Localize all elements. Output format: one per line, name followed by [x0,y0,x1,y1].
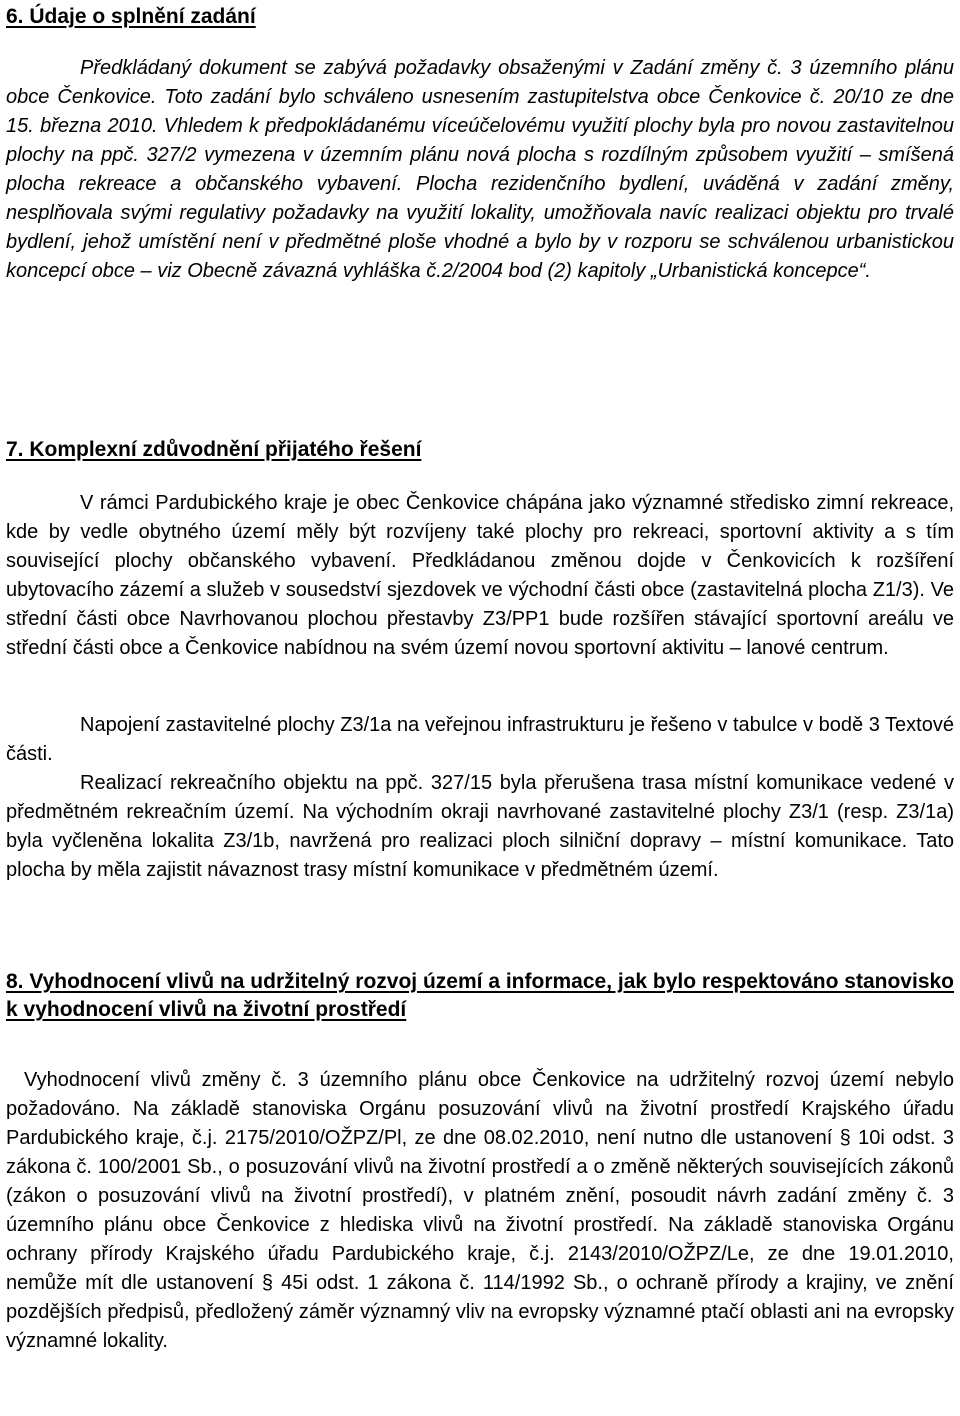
section-7-heading: 7. Komplexní zdůvodnění přijatého řešení [6,438,422,461]
section-7-paragraph-2: Napojení zastavitelné plochy Z3/1a na veřejnou infrastrukturu je řešeno v tabulce v bodě 3 Textové části. [6,714,954,765]
section-7-paragraph-3: Realizací rekreačního objektu na ppč. 327/15 byla přerušena trasa místní komunikace vedené v předmětném rekreačním území. Na východním okraji navrhované zastavitelné plochy Z3/1 (resp. Z3/1a) byla vyčleněna lokalita Z3/1b, navržená pro realizaci ploch silniční dopravy – místní komunikace. Tato plocha by měla zajistit návaznost trasy místní komunikace v předmětném území. [6,772,954,881]
section-8-paragraph: Vyhodnocení vlivů změny č. 3 územního plánu obce Čenkovice na udržitelný rozvoj území nebylo požadováno. Na základě stanoviska Orgánu posuzování vlivů na životní prostředí Krajského úřadu Pardubického kraje, č.j. 2175/2010/OŽPZ/Pl, ze dne 08.02.2010, není nutno dle ustanovení § 10i odst. 3 zákona č. 100/2001 Sb., o posuzování vlivů na životní prostředí a o změně některých souvisejících zákonů (zákon o posuzování vlivů na životní prostředí), v platném znění, posoudit návrh zadání změny č. 3 územního plánu obce Čenkovice z hlediska vlivů na životní prostředí. Na základě stanoviska Orgánu ochrany přírody Krajského úřadu Pardubického kraje, č.j. 2143/2010/OŽPZ/Le, ze dne 19.01.2010, nemůže mít dle ustanovení § 45i odst. 1 zákona č. 114/1992 Sb., o ochraně přírody a krajiny, ve znění pozdějších předpisů, předložený záměr významný vliv na evropsky významné ptačí oblasti ani na evropsky významné lokality. [6,1069,954,1352]
section-8-heading: 8. Vyhodnocení vlivů na udržitelný rozvoj území a informace, jak bylo respektováno stanovisko k vyhodnocení vlivů na životní prostředí [6,970,954,1021]
section-7-paragraph-1: V rámci Pardubického kraje je obec Čenkovice chápána jako významné středisko zimní rekreace, kde by vedle obytného území měly být rozvíjeny také plochy pro rekreaci, sportovní aktivity a s tím související plochy občanského vybavení. Předkládanou změnou dojde v Čenkovicích k rozšíření ubytovacího zázemí a služeb v sousedství sjezdovek ve východní části obce (zastavitelná plocha Z1/3). Ve střední části obce Navrhovanou plochou přestavby Z3/PP1 bude rozšířen stávající sportovní areálu ve střední části obce a Čenkovice nabídnou na svém území novou sportovní aktivitu – lanové centrum. [6,492,954,659]
section-6-heading: 6. Údaje o splnění zadání [6,5,256,28]
section-6-paragraph: Předkládaný dokument se zabývá požadavky obsaženými v Zadání změny č. 3 územního plánu obce Čenkovice. Toto zadání bylo schváleno usnesením zastupitelstva obce Čenkovice č. 20/10 ze dne 15. března 2010. Vhledem k předpokládanému víceúčelovému využití plochy byla pro novou zastavitelnou plochy na ppč. 327/2 vymezena v územním plánu nová plocha s rozdílným způsobem využití – smíšená plocha rekreace a občanského vybavení. Plocha rezidenčního bydlení, uváděná v zadání změny, nesplňovala svými regulativy požadavky na využití lokality, umožňovala navíc realizaci objektu pro trvalé bydlení, jehož umístění není v předmětné ploše vhodné a bylo by v rozporu se schválenou urbanistickou koncepcí obce – viz Obecně závazná vyhláška č.2/2004 bod (2) kapitoly „Urbanistická koncepce“. [6,57,954,282]
